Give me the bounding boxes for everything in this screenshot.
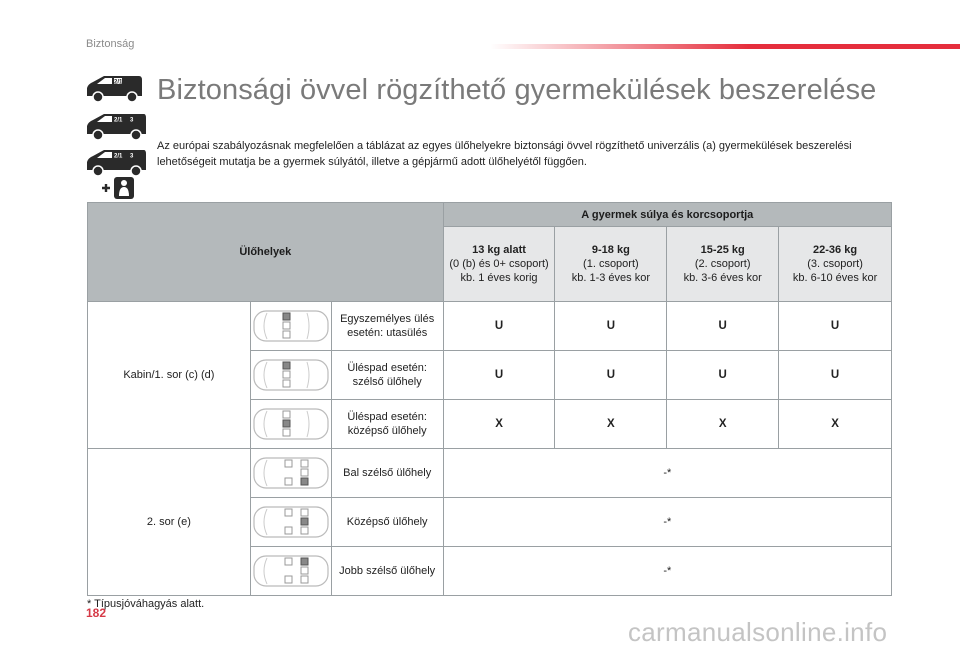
seat-value: U	[779, 351, 892, 400]
seat-value: X	[667, 400, 779, 449]
seat-value: -*	[443, 547, 891, 596]
header-accent-bar	[490, 44, 960, 49]
svg-text:2/1: 2/1	[114, 117, 123, 124]
seat-value: U	[667, 302, 779, 351]
seat-description: Bal szélső ülőhely	[331, 449, 443, 498]
seat-description: Egyszemélyes ülés esetén: utasülés	[331, 302, 443, 351]
child-seat-icon	[100, 176, 140, 200]
seat-value: U	[443, 302, 555, 351]
seat-value: X	[443, 400, 555, 449]
car-top-view-icon	[250, 449, 331, 498]
seat-value: U	[555, 351, 667, 400]
watermark: carmanualsonline.info	[628, 617, 888, 647]
car-top-view-icon	[250, 400, 331, 449]
car-top-view-icon	[250, 547, 331, 596]
seat-value: U	[555, 302, 667, 351]
car-top-view-icon	[250, 498, 331, 547]
row-label-cabin: Kabin/1. sor (c) (d)	[88, 302, 251, 449]
group-header: A gyermek súlya és korcsoportja	[443, 203, 891, 227]
seat-description: Üléspad esetén: szélső ülőhely	[331, 351, 443, 400]
table-row	[88, 449, 892, 498]
seat-value: -*	[443, 449, 891, 498]
weight-group-3: 15-25 kg (2. csoport) kb. 3-6 éves kor	[667, 227, 779, 302]
seat-value: X	[779, 400, 892, 449]
car-top-view-icon	[250, 302, 331, 351]
svg-text:3: 3	[130, 153, 134, 160]
svg-text:2/1: 2/1	[114, 79, 123, 86]
footnote: * Típusjóváhagyás alatt.	[87, 598, 205, 610]
seat-description: Középső ülőhely	[331, 498, 443, 547]
van-icon	[84, 112, 148, 142]
seat-header: Ülőhelyek	[88, 203, 444, 302]
child-seat-table	[87, 202, 892, 596]
seat-value: U	[779, 302, 892, 351]
seat-description: Jobb szélső ülőhely	[331, 547, 443, 596]
page-number: 182	[86, 606, 107, 620]
car-top-view-icon	[250, 351, 331, 400]
seat-value: U	[443, 351, 555, 400]
seat-value: U	[667, 351, 779, 400]
svg-text:2/1: 2/1	[114, 153, 123, 160]
seat-value: X	[555, 400, 667, 449]
weight-group-1: 13 kg alatt (0 (b) és 0+ csoport) kb. 1 éves korig	[443, 227, 555, 302]
van-icon	[84, 148, 148, 178]
weight-group-2: 9-18 kg (1. csoport) kb. 1-3 éves kor	[555, 227, 667, 302]
seat-description: Üléspad esetén: középső ülőhely	[331, 400, 443, 449]
section-label: Biztonság	[86, 38, 135, 50]
intro-text: Az európai szabályozásnak megfelelően a táblázat az egyes ülőhelyekre biztonsági övvel rögzíthető univerzális (a) gyermekülések beszerelési lehetőségeit mutatja be a gyermek súlyától, illetve a gépjármű adott ülőhelyétől függően.	[157, 140, 852, 168]
svg-text:3: 3	[130, 117, 134, 124]
table-row	[88, 302, 892, 351]
weight-group-4: 22-36 kg (3. csoport) kb. 6-10 éves kor	[779, 227, 892, 302]
page-title: Biztonsági övvel rögzíthető gyermekülések beszerelése	[157, 74, 877, 106]
van-icon	[84, 74, 144, 104]
seat-value: -*	[443, 498, 891, 547]
row-label-second: 2. sor (e)	[88, 449, 251, 596]
